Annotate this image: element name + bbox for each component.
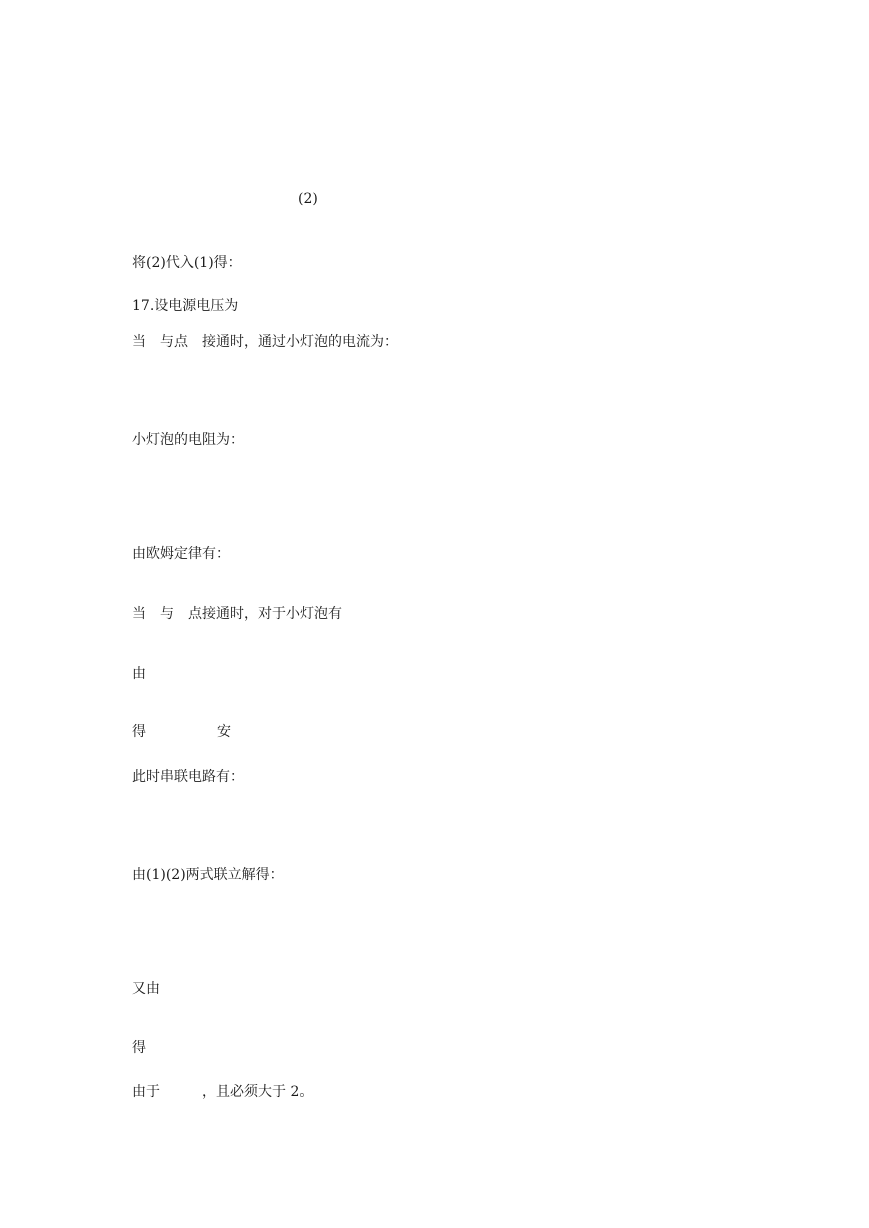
joint-solution-text: 由(1)(2)两式联立解得： — [132, 867, 284, 883]
case-one-text: 当 与点 接通时，通过小灯泡的电流为： — [132, 334, 398, 350]
conclusion-text: 由于 ，且必须大于 2。 — [132, 1084, 314, 1100]
equation-label-2: (2) — [298, 191, 318, 207]
series-circuit-text: 此时串联电路有： — [132, 769, 244, 785]
problem-17-heading: 17.设电源电压为 — [132, 298, 239, 314]
substitution-text: 将(2)代入(1)得： — [132, 255, 242, 271]
case-two-text: 当 与 点接通时，对于小灯泡有 — [132, 606, 342, 622]
result-text-1: 得 — [132, 724, 146, 740]
from-text-1: 由 — [132, 666, 146, 682]
ampere-unit-text: 安 — [217, 724, 231, 740]
result-text-2: 得 — [132, 1040, 146, 1056]
lamp-resistance-text: 小灯泡的电阻为： — [132, 432, 244, 448]
also-from-text: 又由 — [132, 981, 160, 997]
ohms-law-text: 由欧姆定律有： — [132, 546, 230, 562]
